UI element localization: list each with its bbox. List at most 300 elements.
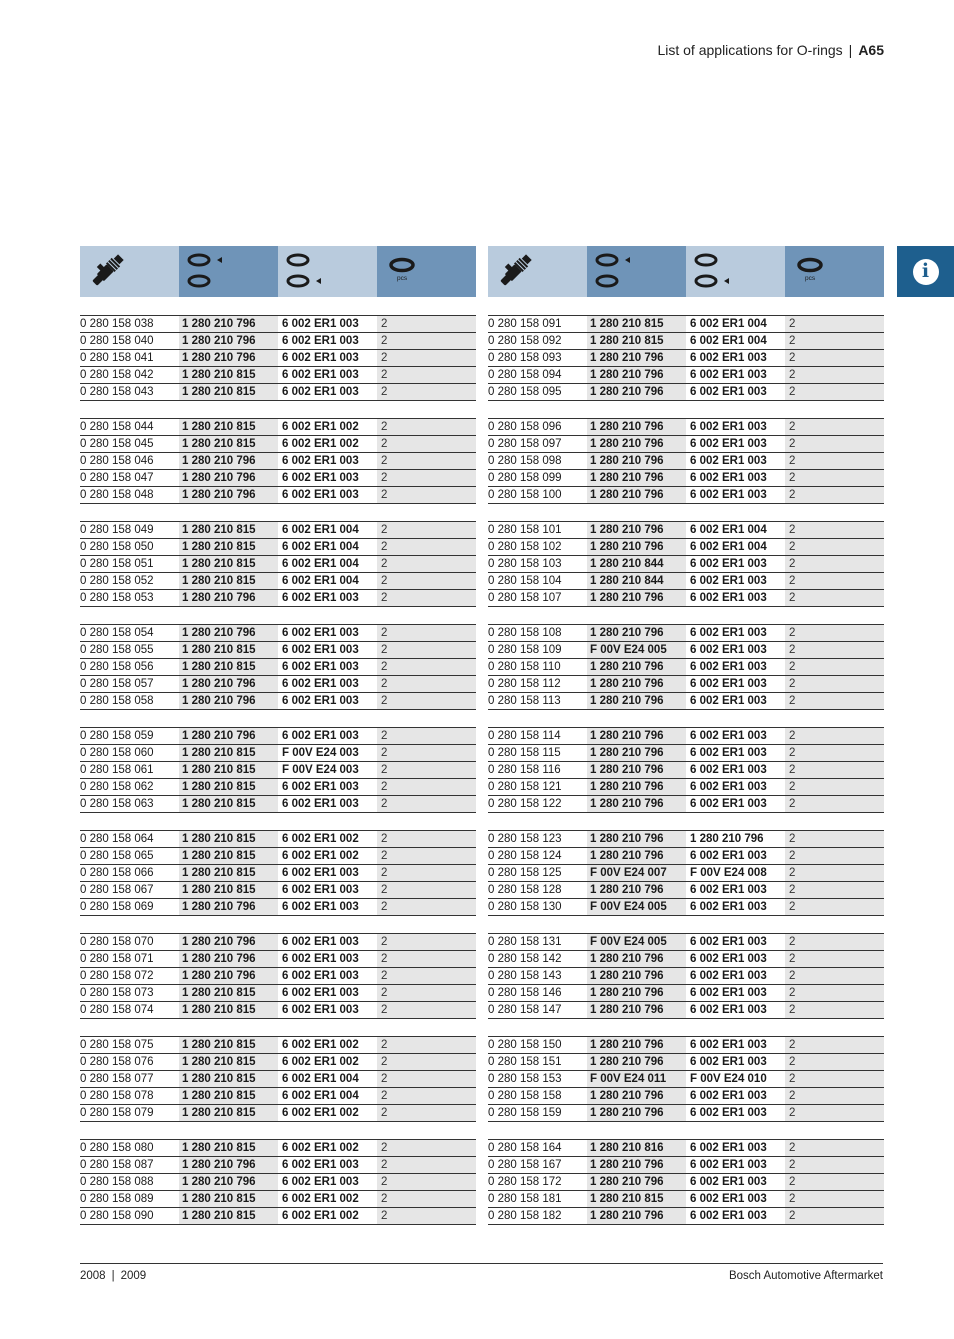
o-ring-bottom-part-number: 6 002 ER1 003 bbox=[282, 1176, 359, 1188]
table-row bbox=[80, 1173, 476, 1190]
info-icon: i bbox=[913, 259, 939, 285]
info-tab[interactable] bbox=[897, 246, 954, 297]
o-ring-bottom-part-number: 6 002 ER1 003 bbox=[282, 987, 359, 999]
row-group bbox=[80, 624, 476, 710]
table-row bbox=[488, 641, 884, 658]
quantity: 2 bbox=[377, 556, 476, 572]
quantity: 2 bbox=[785, 1071, 884, 1087]
quantity: 2 bbox=[785, 693, 884, 709]
table-row bbox=[80, 589, 476, 607]
injector-part-number: 0 280 158 147 bbox=[488, 1004, 562, 1016]
quantity: 2 bbox=[377, 831, 476, 847]
o-ring-bottom-part-number: 6 002 ER1 002 bbox=[282, 850, 359, 862]
o-ring-top-part-number: 1 280 210 796 bbox=[587, 882, 686, 898]
table-row bbox=[80, 1156, 476, 1173]
o-ring-bottom-part-number: 6 002 ER1 003 bbox=[690, 884, 767, 896]
quantity: 2 bbox=[377, 470, 476, 486]
injector-part-number: 0 280 158 125 bbox=[488, 867, 562, 879]
injector-part-number: 0 280 158 121 bbox=[488, 781, 562, 793]
quantity: 2 bbox=[377, 848, 476, 864]
injector-part-number: 0 280 158 069 bbox=[80, 901, 154, 913]
injector-part-number: 0 280 158 063 bbox=[80, 798, 154, 810]
table-row bbox=[488, 589, 884, 607]
o-ring-top-part-number: 1 280 210 796 bbox=[587, 384, 686, 400]
quantity: 2 bbox=[785, 831, 884, 847]
injector-part-number: 0 280 158 064 bbox=[80, 833, 154, 845]
table-row bbox=[80, 418, 476, 435]
injector-part-number: 0 280 158 116 bbox=[488, 764, 561, 776]
o-ring-top-part-number: 1 280 210 796 bbox=[179, 625, 278, 641]
o-ring-top-part-number: 1 280 210 796 bbox=[587, 848, 686, 864]
o-ring-top-part-number: 1 280 210 815 bbox=[179, 1071, 278, 1087]
quantity: 2 bbox=[377, 1208, 476, 1224]
table-left bbox=[80, 246, 476, 1242]
o-ring-bottom-part-number: 1 280 210 796 bbox=[690, 833, 764, 845]
injector-part-number: 0 280 158 099 bbox=[488, 472, 562, 484]
quantity: 2 bbox=[377, 419, 476, 435]
o-ring-top-part-number: 1 280 210 796 bbox=[587, 951, 686, 967]
injector-part-number: 0 280 158 097 bbox=[488, 438, 562, 450]
o-ring-bottom-part-number: 6 002 ER1 003 bbox=[282, 884, 359, 896]
o-ring-top-part-number: 1 280 210 796 bbox=[179, 676, 278, 692]
o-ring-top-part-number: 1 280 210 815 bbox=[179, 556, 278, 572]
row-group bbox=[80, 1036, 476, 1122]
o-ring-bottom-part-number: 6 002 ER1 002 bbox=[282, 1056, 359, 1068]
o-ring-bottom-part-number: 6 002 ER1 003 bbox=[690, 781, 767, 793]
header-separator: | bbox=[848, 42, 853, 58]
o-ring-bottom-part-number: 6 002 ER1 004 bbox=[282, 558, 359, 570]
o-ring-bottom-part-number: 6 002 ER1 003 bbox=[690, 661, 767, 673]
o-ring-bottom-part-number: F 00V E24 010 bbox=[690, 1073, 767, 1085]
table-row bbox=[80, 864, 476, 881]
table-row bbox=[80, 366, 476, 383]
injector-part-number: 0 280 158 046 bbox=[80, 455, 154, 467]
row-group bbox=[80, 1139, 476, 1225]
injector-part-number: 0 280 158 062 bbox=[80, 781, 154, 793]
o-ring-bottom-icon bbox=[686, 246, 785, 297]
quantity: 2 bbox=[377, 1191, 476, 1207]
injector-part-number: 0 280 158 112 bbox=[488, 678, 561, 690]
injector-part-number: 0 280 158 122 bbox=[488, 798, 562, 810]
injector-part-number: 0 280 158 048 bbox=[80, 489, 154, 501]
quantity: 2 bbox=[377, 436, 476, 452]
table-row bbox=[80, 486, 476, 504]
quantity: 2 bbox=[377, 1088, 476, 1104]
table-row bbox=[488, 1156, 884, 1173]
o-ring-top-part-number: 1 280 210 796 bbox=[587, 367, 686, 383]
quantity: 2 bbox=[785, 642, 884, 658]
o-ring-bottom-part-number: 6 002 ER1 002 bbox=[282, 833, 359, 845]
o-ring-bottom-part-number: 6 002 ER1 003 bbox=[690, 953, 767, 965]
footer-separator: | bbox=[111, 1270, 115, 1282]
footer-years bbox=[80, 1270, 146, 1282]
table-row bbox=[488, 984, 884, 1001]
injector-part-number: 0 280 158 072 bbox=[80, 970, 154, 982]
quantity: 2 bbox=[377, 333, 476, 349]
o-ring-top-part-number: 1 280 210 815 bbox=[179, 1191, 278, 1207]
quantity: 2 bbox=[785, 487, 884, 503]
quantity: 2 bbox=[785, 556, 884, 572]
o-ring-bottom-part-number: 6 002 ER1 004 bbox=[690, 541, 767, 553]
o-ring-top-part-number: F 00V E24 005 bbox=[587, 899, 686, 915]
quantity: 2 bbox=[377, 762, 476, 778]
o-ring-top-part-number: 1 280 210 815 bbox=[179, 1140, 278, 1156]
injector-part-number: 0 280 158 151 bbox=[488, 1056, 562, 1068]
table-row bbox=[80, 641, 476, 658]
quantity: 2 bbox=[785, 625, 884, 641]
injector-part-number: 0 280 158 146 bbox=[488, 987, 562, 999]
injector-part-number: 0 280 158 065 bbox=[80, 850, 154, 862]
injector-part-number: 0 280 158 172 bbox=[488, 1176, 562, 1188]
o-ring-bottom-part-number: 6 002 ER1 003 bbox=[690, 678, 767, 690]
injector-part-number: 0 280 158 164 bbox=[488, 1142, 562, 1154]
table-row bbox=[488, 1053, 884, 1070]
o-ring-top-part-number: 1 280 210 815 bbox=[179, 779, 278, 795]
table-row bbox=[488, 1070, 884, 1087]
quantity: 2 bbox=[785, 659, 884, 675]
row-group bbox=[488, 1139, 884, 1225]
o-ring-top-part-number: 1 280 210 815 bbox=[179, 367, 278, 383]
o-ring-top-part-number: 1 280 210 796 bbox=[179, 470, 278, 486]
quantity: 2 bbox=[377, 728, 476, 744]
table-row bbox=[80, 469, 476, 486]
o-ring-top-part-number: 1 280 210 815 bbox=[179, 436, 278, 452]
o-ring-bottom-part-number: 6 002 ER1 002 bbox=[282, 1210, 359, 1222]
o-ring-bottom-part-number: 6 002 ER1 003 bbox=[282, 455, 359, 467]
injector-part-number: 0 280 158 096 bbox=[488, 421, 562, 433]
table-row bbox=[488, 761, 884, 778]
o-ring-bottom-part-number: 6 002 ER1 003 bbox=[282, 781, 359, 793]
quantity: 2 bbox=[785, 539, 884, 555]
quantity: 2 bbox=[377, 779, 476, 795]
injector-part-number: 0 280 158 087 bbox=[80, 1159, 154, 1171]
table-row bbox=[488, 555, 884, 572]
o-ring-bottom-part-number: 6 002 ER1 003 bbox=[282, 369, 359, 381]
o-ring-top-part-number: 1 280 210 815 bbox=[179, 796, 278, 812]
o-ring-top-part-number: 1 280 210 796 bbox=[179, 487, 278, 503]
o-ring-top-part-number: 1 280 210 796 bbox=[587, 985, 686, 1001]
injector-part-number: 0 280 158 074 bbox=[80, 1004, 154, 1016]
o-ring-bottom-part-number: 6 002 ER1 003 bbox=[690, 472, 767, 484]
o-ring-bottom-part-number: 6 002 ER1 003 bbox=[282, 678, 359, 690]
table-row bbox=[80, 847, 476, 864]
quantity: 2 bbox=[785, 590, 884, 606]
o-ring-top-part-number: 1 280 210 796 bbox=[587, 779, 686, 795]
o-ring-bottom-part-number: 6 002 ER1 003 bbox=[690, 386, 767, 398]
table-row bbox=[80, 658, 476, 675]
row-group bbox=[80, 830, 476, 916]
quantity: 2 bbox=[785, 934, 884, 950]
page-header bbox=[657, 42, 884, 58]
o-ring-top-part-number: 1 280 210 796 bbox=[587, 968, 686, 984]
o-ring-top-part-number: 1 280 210 816 bbox=[587, 1140, 686, 1156]
quantity: 2 bbox=[785, 865, 884, 881]
table-row bbox=[80, 383, 476, 401]
table-row bbox=[80, 1036, 476, 1053]
o-ring-top-part-number: 1 280 210 796 bbox=[587, 796, 686, 812]
o-ring-top-part-number: 1 280 210 796 bbox=[587, 1002, 686, 1018]
injector-part-number: 0 280 158 131 bbox=[488, 936, 562, 948]
quantity: 2 bbox=[377, 951, 476, 967]
injector-part-number: 0 280 158 123 bbox=[488, 833, 562, 845]
o-ring-bottom-part-number: 6 002 ER1 004 bbox=[690, 335, 767, 347]
o-ring-top-part-number: 1 280 210 796 bbox=[179, 899, 278, 915]
quantity: 2 bbox=[377, 1105, 476, 1121]
o-ring-top-part-number: 1 280 210 796 bbox=[587, 762, 686, 778]
o-ring-bottom-part-number: 6 002 ER1 003 bbox=[690, 421, 767, 433]
quantity: 2 bbox=[377, 745, 476, 761]
o-ring-bottom-part-number: 6 002 ER1 003 bbox=[690, 1090, 767, 1102]
injector-part-number: 0 280 158 066 bbox=[80, 867, 154, 879]
o-ring-top-part-number: 1 280 210 796 bbox=[179, 1157, 278, 1173]
table-row bbox=[488, 744, 884, 761]
footer-divider bbox=[80, 1263, 883, 1264]
o-ring-top-part-number: 1 280 210 815 bbox=[179, 384, 278, 400]
quantity: 2 bbox=[785, 1002, 884, 1018]
quantity: 2 bbox=[377, 1054, 476, 1070]
o-ring-top-part-number: 1 280 210 796 bbox=[587, 1157, 686, 1173]
table-row bbox=[80, 1070, 476, 1087]
o-ring-top-part-number: 1 280 210 844 bbox=[587, 556, 686, 572]
o-ring-top-part-number: 1 280 210 796 bbox=[587, 745, 686, 761]
quantity: 2 bbox=[785, 1208, 884, 1224]
o-ring-bottom-part-number: 6 002 ER1 003 bbox=[690, 627, 767, 639]
o-ring-bottom-part-number: 6 002 ER1 003 bbox=[282, 489, 359, 501]
table-row bbox=[488, 1087, 884, 1104]
table-row bbox=[80, 1053, 476, 1070]
o-ring-bottom-part-number: 6 002 ER1 003 bbox=[282, 627, 359, 639]
injector-part-number: 0 280 158 159 bbox=[488, 1107, 562, 1119]
injector-part-number: 0 280 158 049 bbox=[80, 524, 154, 536]
o-ring-top-part-number: 1 280 210 796 bbox=[587, 470, 686, 486]
quantity: 2 bbox=[785, 985, 884, 1001]
o-ring-top-part-number: 1 280 210 796 bbox=[587, 1105, 686, 1121]
quantity: 2 bbox=[785, 762, 884, 778]
o-ring-top-part-number: 1 280 210 815 bbox=[587, 333, 686, 349]
injector-part-number: 0 280 158 071 bbox=[80, 953, 154, 965]
table-row bbox=[80, 795, 476, 813]
table-row bbox=[488, 1207, 884, 1225]
table-row bbox=[488, 332, 884, 349]
table-row bbox=[488, 452, 884, 469]
table-row bbox=[488, 1001, 884, 1019]
o-ring-top-part-number: 1 280 210 815 bbox=[179, 642, 278, 658]
injector-part-number: 0 280 158 055 bbox=[80, 644, 154, 656]
o-ring-quantity-icon bbox=[377, 246, 476, 297]
row-group bbox=[80, 727, 476, 813]
table-row bbox=[80, 881, 476, 898]
o-ring-bottom-part-number: 6 002 ER1 002 bbox=[282, 1142, 359, 1154]
o-ring-bottom-part-number: 6 002 ER1 003 bbox=[282, 798, 359, 810]
quantity: 2 bbox=[377, 367, 476, 383]
table-row bbox=[80, 1207, 476, 1225]
injector-part-number: 0 280 158 158 bbox=[488, 1090, 562, 1102]
injector-part-number: 0 280 158 080 bbox=[80, 1142, 154, 1154]
o-ring-top-part-number: 1 280 210 796 bbox=[587, 590, 686, 606]
o-ring-bottom-part-number: 6 002 ER1 003 bbox=[690, 1193, 767, 1205]
row-group bbox=[488, 521, 884, 607]
injector-part-number: 0 280 158 104 bbox=[488, 575, 562, 587]
quantity: 2 bbox=[785, 968, 884, 984]
table-row bbox=[488, 778, 884, 795]
quantity: 2 bbox=[785, 1037, 884, 1053]
o-ring-top-part-number: 1 280 210 815 bbox=[179, 865, 278, 881]
injector-part-number: 0 280 158 150 bbox=[488, 1039, 562, 1051]
quantity: 2 bbox=[785, 333, 884, 349]
injector-part-number: 0 280 158 052 bbox=[80, 575, 154, 587]
injector-part-number: 0 280 158 067 bbox=[80, 884, 154, 896]
quantity: 2 bbox=[785, 350, 884, 366]
row-group bbox=[488, 933, 884, 1019]
table-right bbox=[488, 246, 884, 1242]
table-row bbox=[80, 538, 476, 555]
injector-part-number: 0 280 158 079 bbox=[80, 1107, 154, 1119]
quantity: 2 bbox=[377, 1157, 476, 1173]
injector-part-number: 0 280 158 102 bbox=[488, 541, 562, 553]
o-ring-top-part-number: 1 280 210 796 bbox=[587, 693, 686, 709]
o-ring-top-part-number: F 00V E24 005 bbox=[587, 934, 686, 950]
o-ring-top-part-number: F 00V E24 007 bbox=[587, 865, 686, 881]
injector-part-number: 0 280 158 124 bbox=[488, 850, 562, 862]
table-row bbox=[488, 521, 884, 538]
injector-part-number: 0 280 158 038 bbox=[80, 318, 154, 330]
row-group bbox=[488, 418, 884, 504]
o-ring-bottom-part-number: 6 002 ER1 003 bbox=[690, 1039, 767, 1051]
injector-part-number: 0 280 158 098 bbox=[488, 455, 562, 467]
quantity: 2 bbox=[377, 882, 476, 898]
injector-part-number: 0 280 158 077 bbox=[80, 1073, 154, 1085]
o-ring-top-part-number: 1 280 210 815 bbox=[179, 1105, 278, 1121]
quantity: 2 bbox=[377, 968, 476, 984]
injector-part-number: 0 280 158 110 bbox=[488, 661, 561, 673]
injector-part-number: 0 280 158 078 bbox=[80, 1090, 154, 1102]
o-ring-top-part-number: 1 280 210 815 bbox=[179, 1002, 278, 1018]
o-ring-bottom-part-number: 6 002 ER1 003 bbox=[282, 730, 359, 742]
o-ring-top-part-number: 1 280 210 796 bbox=[587, 539, 686, 555]
table-row bbox=[80, 1087, 476, 1104]
injector-icon bbox=[488, 246, 587, 297]
injector-part-number: 0 280 158 181 bbox=[488, 1193, 562, 1205]
footer-year-a: 2008 bbox=[80, 1270, 106, 1282]
o-ring-top-part-number: 1 280 210 796 bbox=[179, 968, 278, 984]
o-ring-bottom-part-number: 6 002 ER1 003 bbox=[690, 798, 767, 810]
table-row bbox=[80, 950, 476, 967]
quantity: 2 bbox=[377, 899, 476, 915]
table-row bbox=[488, 830, 884, 847]
o-ring-bottom-part-number: 6 002 ER1 003 bbox=[690, 730, 767, 742]
o-ring-bottom-part-number: 6 002 ER1 003 bbox=[282, 386, 359, 398]
table-row bbox=[488, 1104, 884, 1122]
o-ring-bottom-part-number: 6 002 ER1 003 bbox=[282, 1004, 359, 1016]
quantity: 2 bbox=[785, 1105, 884, 1121]
table-row bbox=[488, 675, 884, 692]
injector-part-number: 0 280 158 054 bbox=[80, 627, 154, 639]
table-row bbox=[488, 538, 884, 555]
injector-part-number: 0 280 158 167 bbox=[488, 1159, 562, 1171]
o-ring-bottom-part-number: 6 002 ER1 003 bbox=[690, 438, 767, 450]
table-row bbox=[80, 1001, 476, 1019]
injector-part-number: 0 280 158 042 bbox=[80, 369, 154, 381]
o-ring-bottom-part-number: 6 002 ER1 003 bbox=[690, 1159, 767, 1171]
o-ring-bottom-part-number: 6 002 ER1 004 bbox=[282, 1073, 359, 1085]
row-group bbox=[80, 418, 476, 504]
o-ring-bottom-part-number: 6 002 ER1 002 bbox=[282, 1039, 359, 1051]
table-row bbox=[488, 658, 884, 675]
quantity: 2 bbox=[785, 951, 884, 967]
o-ring-bottom-part-number: 6 002 ER1 003 bbox=[282, 592, 359, 604]
quantity: 2 bbox=[785, 745, 884, 761]
o-ring-bottom-part-number: 6 002 ER1 003 bbox=[282, 644, 359, 656]
o-ring-bottom-part-number: 6 002 ER1 002 bbox=[282, 1193, 359, 1205]
o-ring-bottom-part-number: 6 002 ER1 003 bbox=[690, 558, 767, 570]
injector-part-number: 0 280 158 044 bbox=[80, 421, 154, 433]
injector-part-number: 0 280 158 142 bbox=[488, 953, 562, 965]
table-row bbox=[80, 830, 476, 847]
row-group bbox=[488, 315, 884, 401]
o-ring-top-part-number: 1 280 210 796 bbox=[179, 934, 278, 950]
table-row bbox=[488, 967, 884, 984]
table-row bbox=[488, 847, 884, 864]
quantity: 2 bbox=[377, 934, 476, 950]
footer-year-b: 2009 bbox=[120, 1270, 147, 1282]
injector-part-number: 0 280 158 076 bbox=[80, 1056, 154, 1068]
table-row bbox=[80, 572, 476, 589]
table-row bbox=[488, 1036, 884, 1053]
o-ring-top-part-number: 1 280 210 796 bbox=[587, 487, 686, 503]
o-ring-top-part-number: 1 280 210 815 bbox=[587, 316, 686, 332]
table-row bbox=[488, 1190, 884, 1207]
o-ring-bottom-part-number: 6 002 ER1 003 bbox=[690, 850, 767, 862]
o-ring-bottom-part-number: 6 002 ER1 003 bbox=[282, 953, 359, 965]
quantity: 2 bbox=[377, 453, 476, 469]
o-ring-bottom-part-number: 6 002 ER1 003 bbox=[690, 644, 767, 656]
quantity: 2 bbox=[785, 1054, 884, 1070]
page-title: List of applications for O-rings bbox=[657, 42, 843, 58]
o-ring-bottom-part-number: 6 002 ER1 004 bbox=[282, 575, 359, 587]
injector-part-number: 0 280 158 053 bbox=[80, 592, 154, 604]
o-ring-top-icon bbox=[179, 246, 278, 297]
o-ring-top-part-number: 1 280 210 796 bbox=[587, 453, 686, 469]
quantity: 2 bbox=[377, 384, 476, 400]
table-row bbox=[488, 727, 884, 744]
table-header bbox=[80, 246, 476, 297]
table-row bbox=[80, 761, 476, 778]
injector-part-number: 0 280 158 109 bbox=[488, 644, 562, 656]
table-row bbox=[488, 864, 884, 881]
injector-part-number: 0 280 158 045 bbox=[80, 438, 154, 450]
injector-part-number: 0 280 158 114 bbox=[488, 730, 561, 742]
o-ring-top-part-number: 1 280 210 796 bbox=[587, 522, 686, 538]
o-ring-top-part-number: 1 280 210 796 bbox=[179, 350, 278, 366]
quantity: 2 bbox=[377, 625, 476, 641]
row-group bbox=[80, 933, 476, 1019]
o-ring-top-part-number: 1 280 210 815 bbox=[179, 1054, 278, 1070]
o-ring-bottom-part-number: 6 002 ER1 003 bbox=[690, 747, 767, 759]
table-header bbox=[488, 246, 884, 297]
table-row bbox=[80, 692, 476, 710]
o-ring-bottom-part-number: 6 002 ER1 004 bbox=[282, 524, 359, 536]
quantity: 2 bbox=[377, 539, 476, 555]
table-row bbox=[80, 332, 476, 349]
table-row bbox=[488, 624, 884, 641]
o-ring-top-part-number: 1 280 210 796 bbox=[587, 419, 686, 435]
injector-part-number: 0 280 158 090 bbox=[80, 1210, 154, 1222]
quantity: 2 bbox=[377, 985, 476, 1001]
injector-part-number: 0 280 158 128 bbox=[488, 884, 562, 896]
row-group bbox=[488, 1036, 884, 1122]
table-row bbox=[80, 624, 476, 641]
o-ring-top-part-number: 1 280 210 796 bbox=[587, 350, 686, 366]
